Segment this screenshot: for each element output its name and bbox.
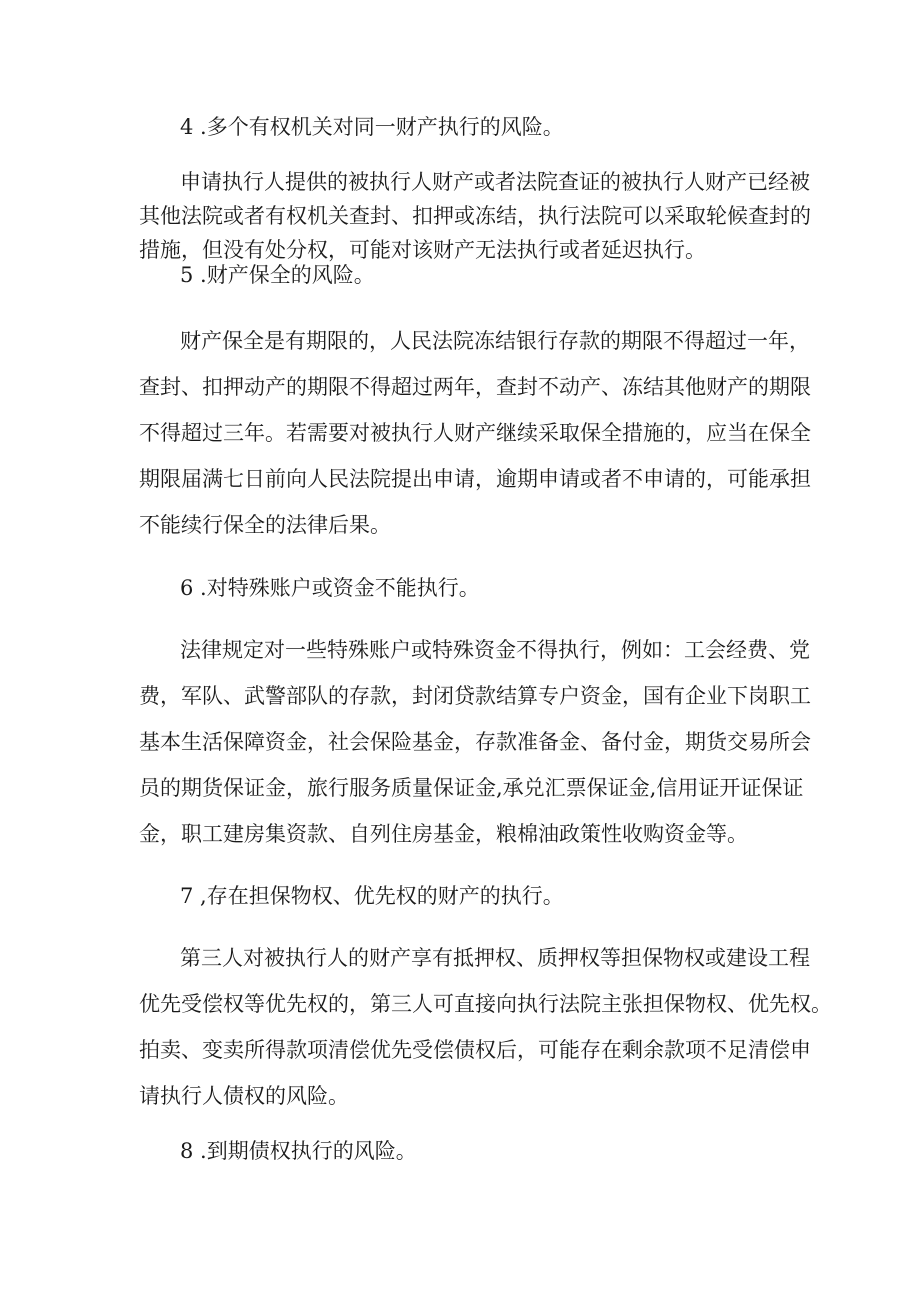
paragraph-line: 其他法院或者有权机关查封、扣押或冻结，执行法院可以采取轮候查封的	[139, 204, 811, 228]
paragraph-line: 申请执行人提供的被执行人财产或者法院查证的被执行人财产已经被	[180, 170, 810, 194]
paragraph-line: 不得超过三年。若需要对被执行人财产继续采取保全措施的，应当在保全	[139, 421, 811, 445]
paragraph-line: 财产保全是有期限的，人民法院冻结银行存款的期限不得超过一年，	[180, 329, 810, 353]
paragraph-line: 基本生活保障资金，社会保险基金，存款准备金、备付金，期货交易所会	[139, 730, 811, 754]
paragraph-line: 期限届满七日前向人民法院提出申请，逾期申请或者不申请的，可能承担	[139, 467, 811, 491]
section-5-paragraph	[139, 318, 811, 548]
section-5-heading: 5 .财产保全的风险。	[180, 263, 375, 287]
paragraph-line: 不能续行保全的法律后果。	[139, 513, 391, 537]
section-6-heading: 6 .对特殊账户或资金不能执行。	[180, 576, 480, 600]
paragraph-line: 请执行人债权的风险。	[139, 1084, 349, 1108]
paragraph-line: 优先受偿权等优先权的，第三人可直接向执行法院主张担保物权、优先权。	[139, 992, 832, 1016]
section-7-paragraph	[139, 935, 832, 1119]
paragraph-line: 措施，但没有处分权，可能对该财产无法执行或者延迟执行。	[139, 238, 706, 262]
paragraph-line: 法律规定对一些特殊账户或特殊资金不得执行，例如：工会经费、党	[180, 638, 810, 662]
section-7-heading: 7 ,存在担保物权、优先权的财产的执行。	[180, 884, 564, 908]
paragraph-line: 第三人对被执行人的财产享有抵押权、质押权等担保物权或建设工程	[180, 946, 810, 970]
paragraph-line: 金，职工建房集资款、自列住房基金，粮棉油政策性收购资金等。	[139, 822, 748, 846]
section-8-heading: 8 .到期债权执行的风险。	[180, 1139, 417, 1163]
section-4-paragraph	[139, 165, 811, 267]
paragraph-line: 员的期货保证金，旅行服务质量保证金,承兑汇票保证金,信用证开证保证	[139, 776, 804, 800]
section-6-paragraph	[139, 627, 811, 857]
section-4-heading: 4 .多个有权机关对同一财产执行的风险。	[180, 115, 564, 139]
paragraph-line: 费，军队、武警部队的存款，封闭贷款结算专户资金，国有企业下岗职工	[139, 684, 811, 708]
paragraph-line: 拍卖、变卖所得款项清偿优先受偿债权后，可能存在剩余款项不足清偿申	[139, 1038, 811, 1062]
paragraph-line: 查封、扣押动产的期限不得超过两年，查封不动产、冻结其他财产的期限	[139, 375, 811, 399]
